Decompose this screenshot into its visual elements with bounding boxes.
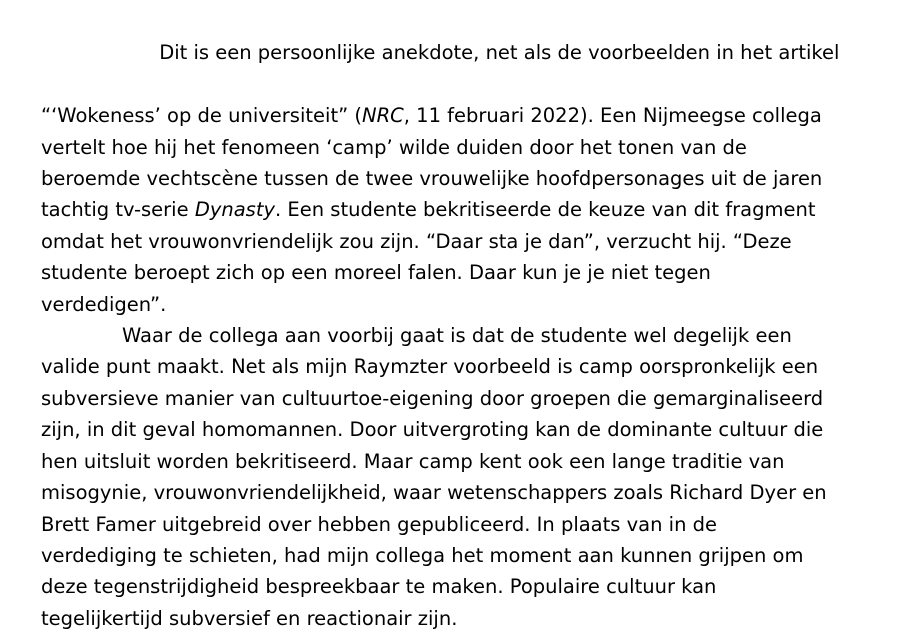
text-run: verdedigen”. [41,292,167,316]
text-run: . Een studente bekritiseerde de keuze van dit fragment [275,198,816,222]
text-line [41,289,911,320]
text-line [41,257,911,288]
text-run: Dit is een persoonlijke anekdote, net als de voorbeelden in het artikel [159,41,840,65]
text-run: subversieve manier van cultuurtoe-eigening door groepen die gemarginaliseerd [41,386,824,410]
text-line [41,446,911,477]
text-run: verdediging te schieten, had mijn collega het moment aan kunnen grijpen om [41,543,804,567]
text-line [41,509,911,540]
text-run: zijn, in dit geval homomannen. Door uitvergroting kan de dominante cultuur die [41,418,824,442]
text-line [41,132,911,163]
text-run: , 11 februari 2022). Een Nijmeegse collega [403,104,822,128]
text-line [41,351,911,382]
text-run: omdat het vrouwonvriendelijk zou zijn. “Daar sta je dan”, verzucht hij. “Deze [41,229,792,253]
text-run: hen uitsluit worden bekritiseerd. Maar camp kent ook een lange traditie van [41,449,785,473]
text-line [41,540,911,571]
newspaper-name-italic: NRC [362,104,404,128]
text-run: vertelt hoe hij het fenomeen ‘camp’ wilde duiden door het tonen van de [41,135,747,159]
text-line [41,571,911,602]
text-run: tegelijkertijd subversief en reactionair zijn. [41,606,458,630]
text-line [41,383,911,414]
text-run: beroemde vechtscène tussen de twee vrouwelijke hoofdpersonages uit de jaren [41,167,823,191]
text-line [41,414,911,445]
text-run: “‘Wokeness’ op de universiteit” ( [41,104,362,128]
text-line [41,6,911,100]
text-line [41,100,911,131]
series-title-italic: Dynasty [194,198,276,222]
text-line [41,163,911,194]
text-line [41,320,911,351]
paragraph-1 [41,6,911,320]
text-run: misogynie, vrouwonvriendelijkheid, waar wetenschappers zoals Richard Dyer en [41,481,827,505]
text-line [41,603,911,634]
text-run: Brett Famer uitgebreid over hebben gepubliceerd. In plaats van in de [41,512,718,536]
text-line [41,477,911,508]
text-line [41,226,911,257]
text-run: studente beroept zich op een moreel falen. Daar kun je je niet tegen [41,261,711,285]
text-line [41,194,911,225]
text-run: tachtig tv-serie [41,198,195,222]
text-run: Waar de collega aan voorbij gaat is dat de studente wel degelijk een [122,324,792,348]
text-run: valide punt maakt. Net als mijn Raymzter voorbeeld is camp oorspronkelijk een [41,355,819,379]
paragraph-2 [41,320,911,634]
text-run: deze tegenstrijdigheid bespreekbaar te maken. Populaire cultuur kan [41,575,717,599]
document-body [41,6,911,634]
